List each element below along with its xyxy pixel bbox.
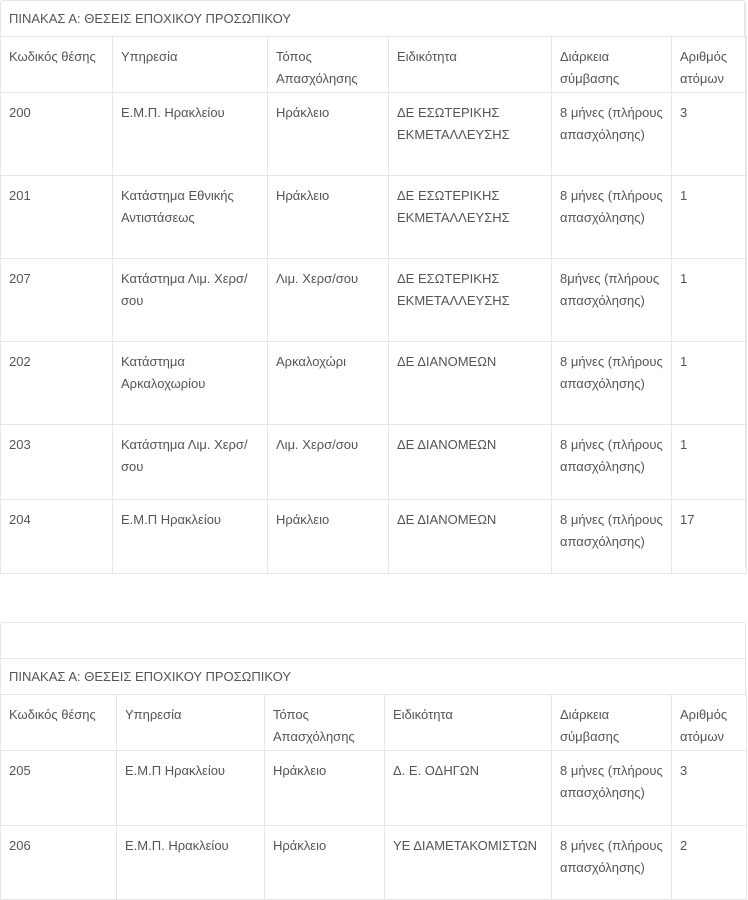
column-header: Κωδικός θέσης (1, 37, 113, 93)
table-a-caption: ΠΙΝΑΚΑΣ Α: ΘΕΣΕΙΣ ΕΠΟΧΙΚΟΥ ΠΡΟΣΩΠΙΚΟΥ (0, 0, 745, 36)
table-cell: Λιμ. Χερσ/σου (268, 259, 389, 342)
column-header: Τόπος Απασχόλησης (268, 37, 389, 93)
panel-header-gap (0, 622, 746, 658)
table-cell: 1 (672, 176, 747, 259)
table-cell: Ηράκλειο (265, 751, 385, 826)
table-cell: 1 (672, 259, 747, 342)
panel-cutoff (0, 567, 745, 568)
column-header: Υπηρεσία (113, 37, 268, 93)
table-cell: Λιμ. Χερσ/σου (268, 425, 389, 500)
table-cell: Κατάστημα Αρκαλοχωρίου (113, 342, 268, 425)
table-row (1, 259, 747, 342)
table-cell: 205 (1, 751, 117, 826)
table-b-header-row (1, 695, 747, 751)
table-cell: 17 (672, 500, 747, 574)
table-cell: ΔΕ ΔΙΑΝΟΜΕΩΝ (389, 342, 552, 425)
table-cell: 8 μήνες (πλήρους απασχόλησης) (552, 342, 672, 425)
table-cell: Ε.Μ.Π. Ηρακλείου (113, 93, 268, 176)
table-cell: 200 (1, 93, 113, 176)
table-cell: 206 (1, 826, 117, 900)
table-cell: Ε.Μ.Π. Ηρακλείου (117, 826, 265, 900)
table-row (1, 93, 747, 176)
table-cell: 8 μήνες (πλήρους απασχόλησης) (552, 826, 672, 900)
table-cell: ΔΕ ΕΣΩΤΕΡΙΚΗΣ ΕΚΜΕΤΑΛΛΕΥΣΗΣ (389, 176, 552, 259)
table-cell: 8 μήνες (πλήρους απασχόλησης) (552, 93, 672, 176)
table-cell: Ε.Μ.Π Ηρακλείου (117, 751, 265, 826)
table-cell: Ηράκλειο (268, 93, 389, 176)
table-cell: 207 (1, 259, 113, 342)
column-header: Κωδικός θέσης (1, 695, 117, 751)
table-row (1, 500, 747, 574)
table-cell: 201 (1, 176, 113, 259)
table-cell: Κατάστημα Λιμ. Χερσ/σου (113, 425, 268, 500)
table-cell: Ηράκλειο (268, 500, 389, 574)
table-row (1, 176, 747, 259)
table-cell: 8 μήνες (πλήρους απασχόλησης) (552, 425, 672, 500)
column-header: Υπηρεσία (117, 695, 265, 751)
table-cell: Δ. Ε. ΟΔΗΓΩΝ (385, 751, 552, 826)
table-cell: Ε.Μ.Π Ηρακλείου (113, 500, 268, 574)
column-header: Αριθμός ατόμων (672, 37, 747, 93)
table-b (0, 694, 747, 900)
table-cell: 202 (1, 342, 113, 425)
table-cell: Ηράκλειο (268, 176, 389, 259)
column-header: Ειδικότητα (385, 695, 552, 751)
table-cell: ΔΕ ΔΙΑΝΟΜΕΩΝ (389, 425, 552, 500)
column-header: Ειδικότητα (389, 37, 552, 93)
table-a (0, 36, 747, 574)
table-cell: ΔΕ ΔΙΑΝΟΜΕΩΝ (389, 500, 552, 574)
table-cell: 204 (1, 500, 113, 574)
table-cell: 8 μήνες (πλήρους απασχόλησης) (552, 751, 672, 826)
column-header: Τόπος Απασχόλησης (265, 695, 385, 751)
table-b-caption: ΠΙΝΑΚΑΣ Α: ΘΕΣΕΙΣ ΕΠΟΧΙΚΟΥ ΠΡΟΣΩΠΙΚΟΥ (0, 658, 746, 694)
table-cell: 3 (672, 93, 747, 176)
table-cell: 203 (1, 425, 113, 500)
table-row (1, 751, 747, 826)
table-cell: 8 μήνες (πλήρους απασχόλησης) (552, 176, 672, 259)
column-header: Αριθμός ατόμων (672, 695, 747, 751)
table-cell: Ηράκλειο (265, 826, 385, 900)
table-cell: Αρκαλοχώρι (268, 342, 389, 425)
table-row (1, 342, 747, 425)
table-cell: 1 (672, 425, 747, 500)
table-cell: 3 (672, 751, 747, 826)
table-cell: 2 (672, 826, 747, 900)
column-header: Διάρκεια σύμβασης (552, 37, 672, 93)
table-cell: ΥΕ ΔΙΑΜΕΤΑΚΟΜΙΣΤΩΝ (385, 826, 552, 900)
table-cell: 1 (672, 342, 747, 425)
table-cell: Κατάστημα Λιμ. Χερσ/σου (113, 259, 268, 342)
table-a-header-row (1, 37, 747, 93)
table-cell: 8μήνες (πλήρους απασχόλησης) (552, 259, 672, 342)
table-cell: 8 μήνες (πλήρους απασχόλησης) (552, 500, 672, 574)
table-row (1, 425, 747, 500)
table-cell: Κατάστημα Εθνικής Αντιστάσεως (113, 176, 268, 259)
column-header: Διάρκεια σύμβασης (552, 695, 672, 751)
table-cell: ΔΕ ΕΣΩΤΕΡΙΚΗΣ ΕΚΜΕΤΑΛΛΕΥΣΗΣ (389, 93, 552, 176)
table-row (1, 826, 747, 900)
table-cell: ΔΕ ΕΣΩΤΕΡΙΚΗΣ ΕΚΜΕΤΑΛΛΕΥΣΗΣ (389, 259, 552, 342)
table-b-panel (0, 622, 746, 897)
